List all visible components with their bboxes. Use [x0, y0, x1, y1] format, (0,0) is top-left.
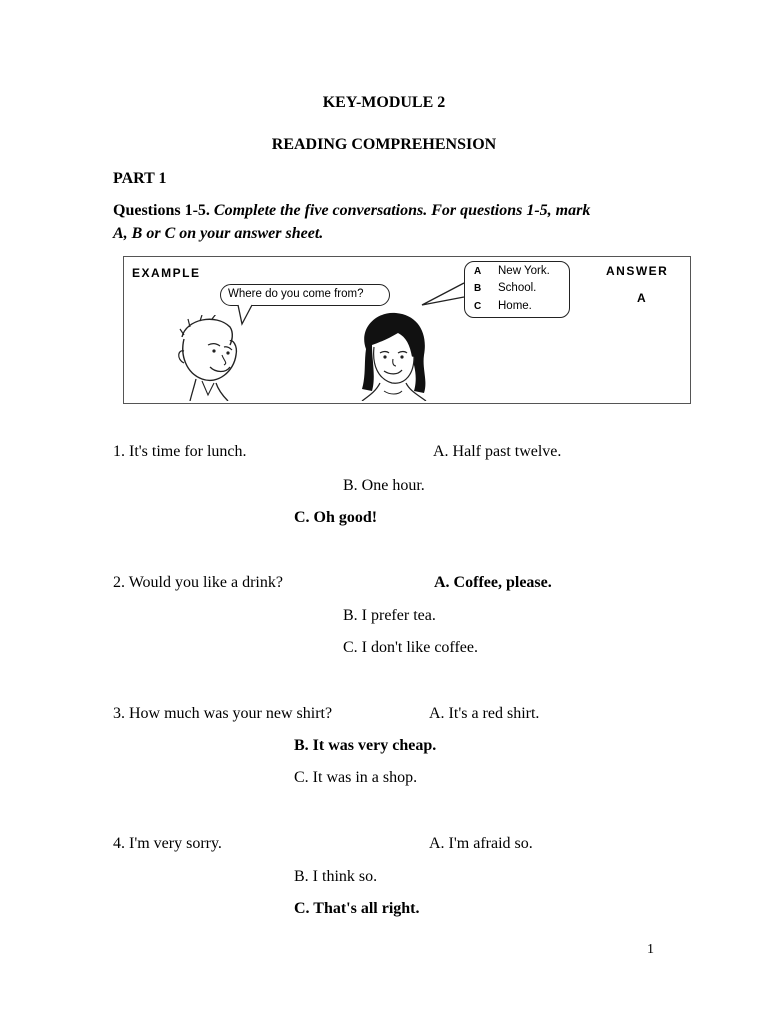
- example-option-c: C Home.: [474, 300, 532, 312]
- instructions-prefix: Questions 1-5.: [113, 202, 210, 219]
- example-question: Where do you come from?: [228, 288, 364, 300]
- question-4-option-c-correct: C. That's all right.: [294, 900, 420, 917]
- question-2-option-c: C. I don't like coffee.: [343, 639, 478, 656]
- girl-illustration-icon: [352, 311, 434, 401]
- question-2-prompt: 2. Would you like a drink?: [113, 574, 283, 591]
- options-speech-bubble: [464, 261, 570, 318]
- example-label: EXAMPLE: [132, 266, 201, 280]
- boy-illustration-icon: [172, 315, 252, 401]
- question-3-option-a: A. It's a red shirt.: [429, 705, 540, 722]
- question-4-option-a: A. I'm afraid so.: [429, 835, 533, 852]
- options-bubble-tail-icon: [418, 279, 468, 309]
- instructions-line-2: A, B or C on your answer sheet.: [113, 225, 324, 242]
- module-title: KEY-MODULE 2: [322, 94, 446, 111]
- question-4-prompt: 4. I'm very sorry.: [113, 835, 222, 852]
- question-1-option-b: B. One hour.: [343, 477, 425, 494]
- question-3-option-c: C. It was in a shop.: [294, 769, 418, 786]
- question-3-prompt: 3. How much was your new shirt?: [113, 705, 333, 722]
- part-heading: PART 1: [113, 170, 167, 187]
- example-answer: A: [637, 291, 646, 305]
- question-4-option-b: B. I think so.: [294, 868, 378, 885]
- example-option-b: B School.: [474, 282, 537, 294]
- example-box: [123, 256, 691, 404]
- section-title: READING COMPREHENSION: [271, 136, 497, 153]
- question-1-prompt: 1. It's time for lunch.: [113, 443, 247, 460]
- instructions-line-1: [113, 202, 590, 220]
- example-option-a: A New York.: [474, 265, 550, 277]
- question-2-option-b: B. I prefer tea.: [343, 607, 436, 624]
- question-2-option-a-correct: A. Coffee, please.: [434, 574, 552, 591]
- instructions-text-1: Complete the five conversations. For questions 1-5, mark: [213, 202, 591, 219]
- question-1-option-a: A. Half past twelve.: [433, 443, 562, 460]
- answer-label: ANSWER: [606, 264, 669, 278]
- page-number: 1: [647, 942, 654, 957]
- question-3-option-b-correct: B. It was very cheap.: [294, 737, 437, 754]
- question-1-option-c-correct: C. Oh good!: [294, 509, 378, 526]
- question-speech-bubble: [220, 284, 390, 306]
